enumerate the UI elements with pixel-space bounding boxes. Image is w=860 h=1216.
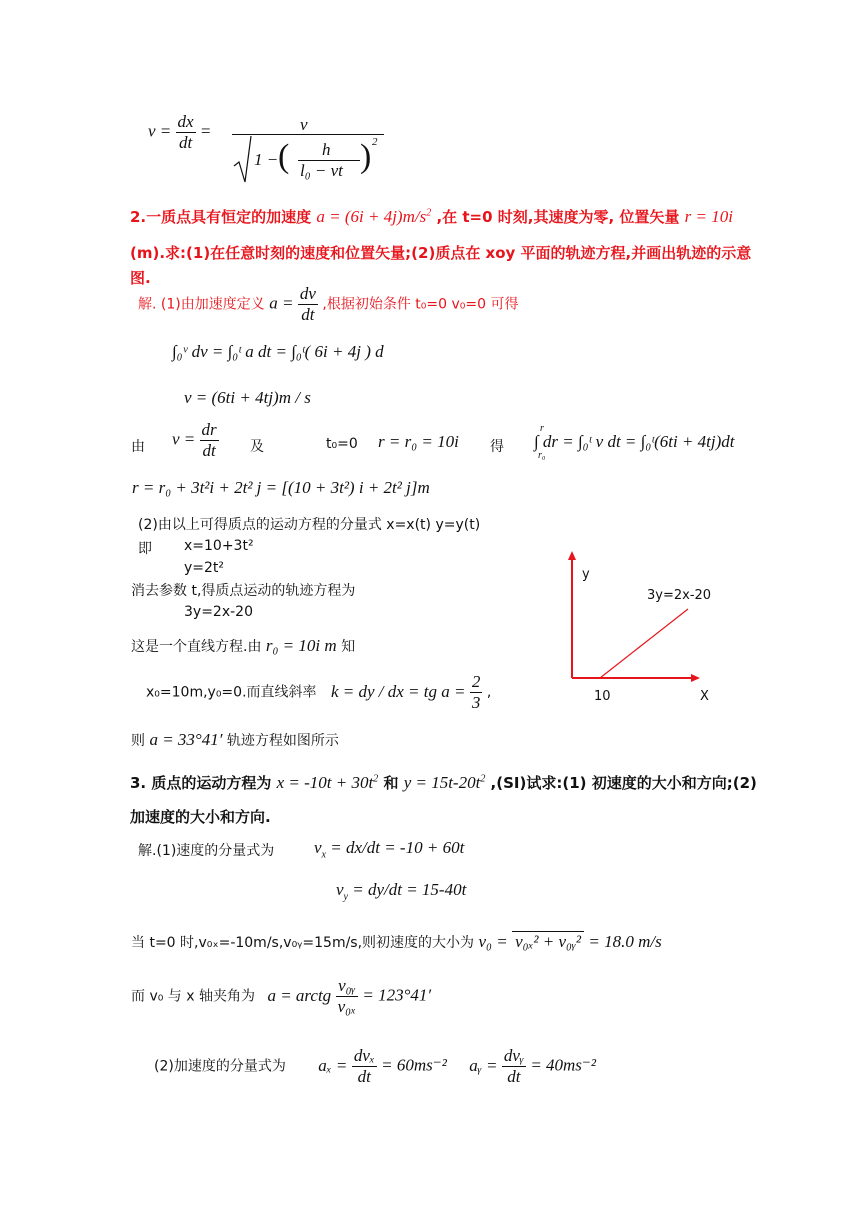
problem3-text-b: ,(SI)试求:(1) 初速度的大小和方向;(2) (490, 774, 757, 792)
eq1-v-numerator: v (300, 115, 308, 134)
sol2-get: 得 (490, 439, 504, 455)
sol3-dir-lhs: a = arctg (267, 985, 332, 1005)
sol2-angle-line (131, 730, 339, 750)
problem3-xeq-exp: 2 (373, 773, 379, 785)
eq1-num: dx (177, 112, 194, 131)
sol3-acc-line (154, 1046, 596, 1087)
sol2-v-num: dr (201, 420, 217, 439)
sol3-vy-v: v (336, 880, 344, 899)
eq1-fraction-bar (232, 134, 384, 135)
sol2-y-eq: y=2t² (184, 560, 225, 576)
sol2-line-statement (131, 636, 355, 656)
problem3-line2: 加速度的大小和方向. (130, 808, 271, 826)
sol3-dir-text: 而 v₀ 与 x 轴夹角为 (131, 988, 255, 1005)
sol2-position: r = r₀ + 3t²i + 2t² j = [(10 + 3t²) i + 2t² j]m (132, 478, 430, 497)
eq1-h: h (322, 140, 331, 159)
problem3-and: 和 (383, 774, 399, 792)
sol2-slope-line (146, 672, 491, 713)
problem3-line1 (130, 772, 757, 793)
sol2-velocity: v = (6ti + 4tj)m / s (184, 388, 311, 407)
sol2-int2-lower: r₀ (538, 450, 546, 461)
problem2-accel-text: a = (6i + 4j)m/s (316, 207, 427, 226)
sol2-integral1: ∫₀ᵛ dv = ∫₀ᵗ a dt = ∫₀ᵗ( 6i + 4j ) d (172, 342, 384, 361)
sol3-ay-den: dt (507, 1067, 521, 1086)
sol2-v-fraction (200, 420, 219, 461)
sol3-dir-line (131, 976, 431, 1017)
sol2-part2-line1: (2)由以上可得质点的运动方程的分量式 x=x(t) y=y(t) (138, 517, 481, 533)
sol2-and: 及 (250, 439, 264, 455)
sol2-integral2: ∫ dr = ∫₀ᵗ v dt = ∫₀ᵗ(6ti + 4tj)dt (534, 432, 735, 451)
equation-velocity (148, 112, 211, 153)
sol3-ay-num: dvᵧ (503, 1046, 524, 1065)
sol3-acc-label: (2)加速度的分量式为 (154, 1058, 286, 1075)
sol3-vx-label: 解.(1)速度的分量式为 (138, 843, 275, 859)
sol3-vx-v: v (314, 838, 322, 857)
sol2-t0: t₀=0 (326, 436, 358, 452)
sol3-ax-rhs: = 60ms⁻² (381, 1055, 447, 1075)
sol3-dir-den: v₀ₓ (337, 997, 356, 1016)
sol3-vx-sub: x (321, 849, 326, 861)
sol2-intro (138, 284, 518, 325)
eq1-equals: = (199, 121, 212, 141)
graph-trajectory-line (600, 609, 688, 678)
eq1-lhs: v = (148, 121, 172, 141)
sol2-intro-fraction (298, 284, 318, 325)
sol3-init-text: 当 t=0 时,v₀ₓ=-10m/s,v₀ᵧ=15m/s,则初速度的大小为 (131, 935, 475, 951)
sol2-ji: 即 (138, 541, 152, 557)
problem2-text-b: ,在 t=0 时刻,其速度为零, 位置矢量 (436, 208, 680, 226)
sol3-ax-num: dvₓ (353, 1046, 375, 1065)
sol3-v0-lhs: v₀ = (478, 932, 508, 951)
problem2-accel-exp: 2 (426, 207, 432, 219)
eq1-den: dt (178, 133, 193, 152)
sol2-x-eq: x=10+3t² (184, 538, 254, 554)
eq1-paren-open: ( (278, 138, 290, 175)
sol2-v-eq (172, 420, 219, 461)
problem3-yeq (404, 773, 486, 792)
sol2-slope-den: 3 (471, 693, 481, 712)
graph-x-tick: 10 (594, 689, 611, 704)
sol2-trajectory: 3y=2x-20 (184, 604, 253, 620)
problem2-accel (316, 207, 431, 226)
sol3-dir-fraction (336, 976, 358, 1017)
sol3-vx (314, 838, 464, 860)
problem2-line1 (130, 206, 733, 227)
eq1-exponent: 2 (372, 136, 378, 148)
sol3-vy-sub: y (343, 891, 348, 903)
sol2-slope: k = dy / dx = tg a = (330, 681, 466, 701)
sol3-ax-den: dt (357, 1067, 371, 1086)
sol2-intro-den: dt (301, 305, 315, 324)
sol2-slope-end: , (486, 684, 492, 701)
eq1-sqrt-one: 1 − (254, 150, 279, 169)
sol2-v-eq-lhs: v = (172, 429, 196, 449)
sol3-init-line (131, 932, 662, 952)
sol3-dir-num: v₀ᵧ (336, 976, 358, 997)
sol2-eliminate: 消去参数 t,得质点运动的轨迹方程为 (131, 583, 356, 599)
sol2-r0: r = r₀ = 10i (378, 432, 459, 451)
sol2-v-den: dt (202, 441, 216, 460)
sol2-angle-text-a: 则 (131, 733, 145, 749)
sol2-intro-num: dv (299, 284, 316, 303)
sol3-v0-rhs: = 18.0 m/s (588, 932, 662, 951)
sol3-v0-radicand: v₀ₓ² + v₀ᵧ² (512, 931, 584, 951)
problem2-text-a: 2.一质点具有恒定的加速度 (130, 208, 312, 226)
graph-y-label: y (582, 567, 590, 582)
problem3-yeq-text: y = 15t-20t (403, 773, 481, 792)
sol3-ay-rhs: = 40ms⁻² (530, 1055, 596, 1075)
problem2-line3: 图. (130, 269, 151, 287)
sol3-ay-lhs: aᵧ = (469, 1055, 498, 1075)
sol2-intro-text: 解. (1)由加速度定义 (138, 296, 265, 313)
eq1-sqrt-sign (232, 134, 252, 184)
graph-x-arrow (691, 674, 700, 682)
sol2-angle-text-b: 轨迹方程如图所示 (226, 733, 339, 749)
graph-line-label: 3y=2x-20 (647, 588, 712, 603)
problem3-xeq (277, 773, 379, 792)
sol3-ax-lhs: aₓ = (318, 1055, 348, 1075)
trajectory-graph (560, 548, 730, 708)
graph-y-arrow (568, 551, 576, 560)
sol2-by: 由 (131, 439, 145, 455)
sol2-line-eq: r₀ = 10i m (265, 636, 337, 655)
problem2-line2: (m).求:(1)在任意时刻的速度和位置矢量;(2)质点在 xoy 平面的轨迹方程,并画出轨迹的示意 (130, 244, 752, 262)
sol3-vx-rhs: = dx/dt = -10 + 60t (330, 838, 465, 857)
sol2-slope-fraction (470, 672, 483, 713)
eq1-paren-close: ) (360, 138, 372, 175)
sol3-vy (336, 880, 466, 902)
sol3-dir-rhs: = 123°41′ (362, 985, 432, 1005)
sol3-vy-rhs: = dy/dt = 15-40t (352, 880, 467, 899)
sol2-line-text-a: 这是一个直线方程.由 (131, 639, 262, 655)
problem3-text-a: 3. 质点的运动方程为 (130, 774, 272, 792)
sol2-x0: x₀=10m,y₀=0.而直线斜率 (146, 684, 317, 701)
sol3-ax-fraction (352, 1046, 377, 1087)
graph-x-label: X (700, 689, 709, 704)
sol2-intro-eq: a = (269, 293, 294, 313)
sol2-int2-upper: r (540, 423, 544, 434)
sol3-ay-fraction (502, 1046, 526, 1087)
eq1-fraction (176, 112, 196, 153)
sol2-angle: a = 33°41′ (149, 730, 223, 749)
sol2-line-text-b: 知 (341, 639, 356, 655)
problem2-position: r = 10i (684, 207, 733, 226)
eq1-inner-denom: l₀ − vt (300, 161, 343, 180)
sol2-slope-num: 2 (471, 672, 481, 691)
problem3-yeq-exp: 2 (480, 773, 486, 785)
sol2-intro-text-b: ,根据初始条件 t₀=0 v₀=0 可得 (322, 296, 519, 313)
problem3-xeq-text: x = -10t + 30t (276, 773, 374, 792)
